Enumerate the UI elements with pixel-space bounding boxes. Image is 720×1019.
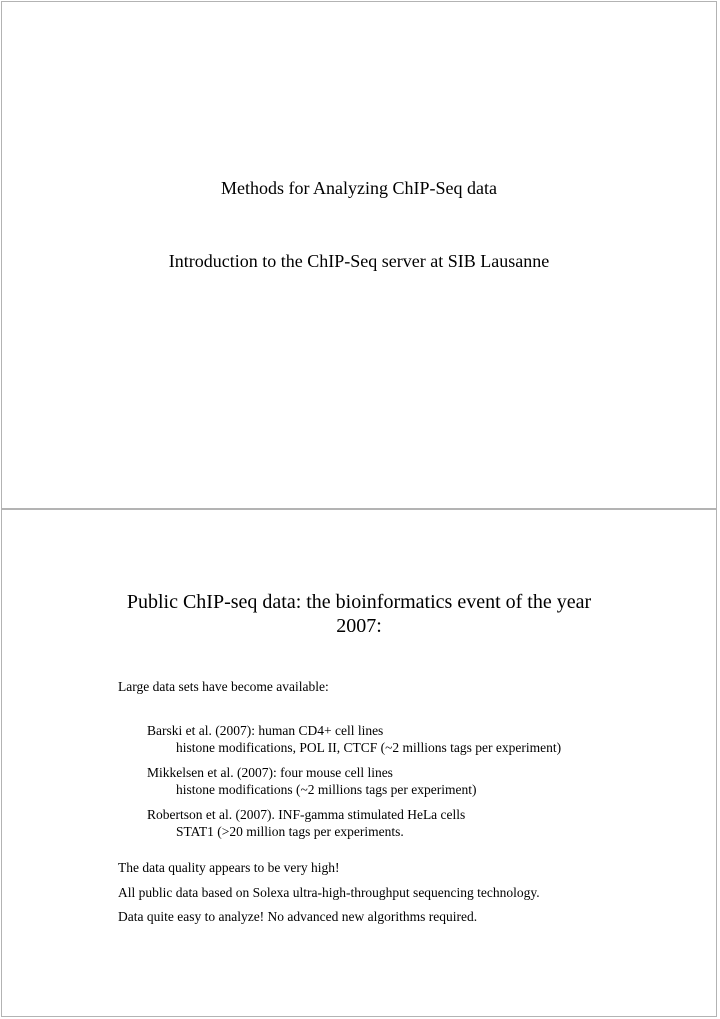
reference-citation: Barski et al. (2007): human CD4+ cell lines: [147, 723, 384, 738]
reference-mikkelsen: [147, 764, 477, 798]
slide-1-title: Methods for Analyzing ChIP-Seq data: [221, 178, 497, 198]
reference-detail: histone modifications (~2 millions tags per experiment): [176, 782, 477, 797]
slide-2: [1, 509, 717, 1017]
reference-barski: [147, 722, 561, 756]
point-data-quality: The data quality appears to be very high!: [118, 860, 340, 875]
reference-robertson: [147, 806, 465, 840]
point-solexa-technology: All public data based on Solexa ultra-high-throughput sequencing technology.: [118, 885, 540, 900]
reference-detail: STAT1 (>20 million tags per experiments.: [176, 824, 404, 839]
slide-1: [1, 1, 717, 509]
reference-citation: Mikkelsen et al. (2007): four mouse cell lines: [147, 765, 393, 780]
slide-2-title-line-2: 2007:: [336, 615, 382, 637]
slide-2-title: [2, 590, 716, 638]
point-easy-analysis: Data quite easy to analyze! No advanced new algorithms required.: [118, 909, 478, 924]
reference-detail: histone modifications, POL II, CTCF (~2 millions tags per experiment): [176, 740, 562, 755]
slide-2-title-line-1: Public ChIP-seq data: the bioinformatics event of the year: [126, 591, 592, 613]
slide-1-subtitle: Introduction to the ChIP-Seq server at SIB Lausanne: [168, 251, 550, 271]
slide-2-intro: Large data sets have become available:: [118, 679, 329, 694]
reference-citation: Robertson et al. (2007). INF-gamma stimulated HeLa cells: [147, 807, 466, 822]
